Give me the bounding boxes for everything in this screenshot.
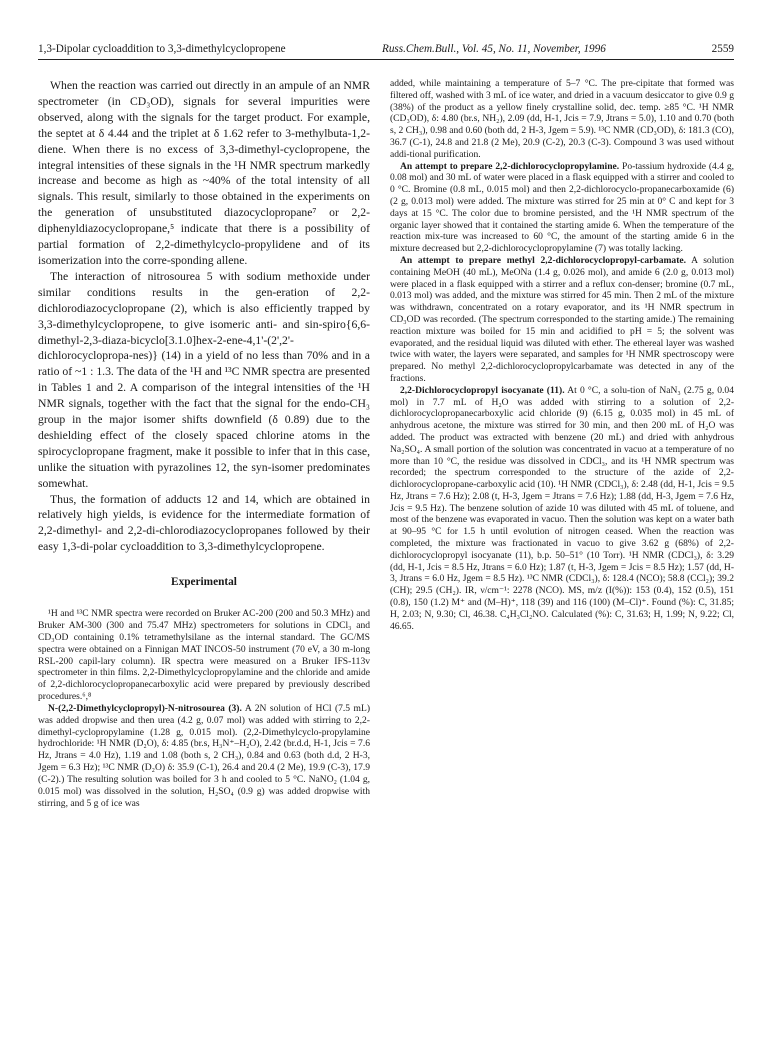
paragraph: When the reaction was carried out directly in an ampule of an NMR spectrometer (in CD₃OD), signals for several impurities were observed, along with the signals for the target product. For example, the septet at δ 4.44 and the triplet at δ 1.62 refer to 3-methylbuta-1,2-diene. When there is no excess of 3,3-dimethyl-cyclopropene, the integral intensities of these signals in the ¹H NMR spectrum markedly increase and become as high as ~40% of the total intensity of all signals. This result, similarly to those obtained in the experiments on the generation of unsubstituted diazocyclopropane⁷ or 2,2-diphenyldiazocyclopropane,⁵ indicate that there is a possibility of partial formation of 2,2-dimethylcyclo-propylidene and of its isomerization into the corre-sponding allene. [38,79,370,267]
running-head [38,41,734,60]
journal-citation: Russ.Chem.Bull., Vol. 45, No. 11, November, 1996 [382,43,606,55]
discussion-text [38,78,370,555]
paragraph: 2,2-Dichlorocyclopropyl isocyanate (11). At 0 °C, a solu-tion of NaN₃ (2.75 g, 0.04 mol) in 7.7 mL of H₂O was added with stirring to a solution of 2,2-dichlorocyclopropanecarboxylic acid chloride (9) (6.15 g, 0.035 mol) in 45 mL of anhydrous acetone, the mixture was stirred for 30 min, and then 200 mL of H₂O was added. The product was extracted with benzene (20 mL) and dried with anhydrous Na₂SO₄. A small portion of the solution was concentrated in vacuo at a temperature of no more than 10 °C, the residue was dissolved in CDCl₃, and its ¹H NMR spectrum was recorded; the spectrum corresponded to the structure of the azide of 2,2-dichlorocyclopropane-carboxylic acid (10). ¹H NMR (CDCl₃), δ: 2.48 (dd, H-1, Jcis = 9.5 Hz, Jtrans = 7.6 Hz); 2.08 (t, H-3, Jgem = Jtrans = 7.6 Hz); 1.88 (dd, H-3, Jgem = 7.6 Hz, Jcis = 9.5 Hz). The benzene solution of azide 10 was diluted with 45 mL of toluene, and most of the benzene was evaporated in vacuo. Then the solution was kept on a water bath at 90–95 °C for 1.5 h until evolution of nitrogen ceased. When the reaction was completed, the mixture was fractionated in vacuo to give 3.62 g (68%) of 2,2-dichlorocyclopropyl isocyanate (11), b.p. 50–51° (10 Torr). ¹H NMR (CDCl₃), δ: 3.29 (dd, H-1, Jcis = 8.5 Hz, Jtrans = 6.0 Hz); 1.87 (t, H-3, Jgem = Jcis = 8.5 Hz); 1.57 (dd, H-3, Jtrans = 6.0 Hz, Jgem = 8.5 Hz). ¹³C NMR (CDCl₃), δ: 128.4 (NCO); 58.8 (CCl₂); 39.2 (CH); 29.5 (CH₂). IR, ν/cm⁻¹: 2278 (NCO). MS, m/z (I(%)): 153 (0.4), 152 (0.5), 151 (0.8), 150 (1.2) M⁺ and (M–H)⁺, 118 (39) and 116 (100) (M–Cl)⁺. Found (%): C, 31.85; H, 2.03; N, 9.30; Cl, 46.38. C₄H₃Cl₂NO. Calculated (%): C, 31.63; H, 1.99; N, 9.22; Cl, 46.65. [390,384,734,632]
section-heading: Experimental [171,576,237,589]
paragraph: ¹H and ¹³C NMR spectra were recorded on Bruker AC-200 (200 and 50.3 MHz) and Bruker AM-300 (300 and 75.47 MHz) spectrometers for solutions in CDCl₃ and CD₃OD containing 0.1% tetramethylsilane as the internal standard. The GC/MS spectra were obtained on a Finnigan MAT INCOS-50 instrument (70 eV, a 30 m-long RSL-200 capil-lary column). IR spectra were measured on a Bruker IFS-113v spectrometer in thin films. 2,2-Dimethylcyclopropylamine and the chloride and amide of 2,2-dichlorocyclopropanecarboxylic acid were prepared by previously described procedures.⁶,⁸ [38,608,370,703]
page-number: 2559 [711,43,734,55]
left-column [38,78,370,810]
paragraph: An attempt to prepare 2,2-dichlorocyclopropylamine. Po-tassium hydroxide (4.4 g, 0.08 mol) and 30 mL of water were placed in a flask equipped with a stirrer and cooled to 0 °C. Bromine (0.8 mL, 0.015 mol) and then 2,2-dichlorocyclo-propanecarboxamide (6) (2 g, 0.013 mol) were added. The mixture was stirred for 25 min at 0° C and kept for 3 days at 15 °C. The color due to bromine persisted, and the ¹H NMR spectrum of the organic layer showed that it contained the starting amide 6. When the temperature of the reaction mix-ture was increased to 60 °C, the amount of the starting amide 6 in the mixture decreased but 2,2-dichlorocyclopropylamine (7) was totally lacking. [390,160,734,255]
paragraph: N-(2,2-Dimethylcyclopropyl)-N-nitrosourea (3). A 2N solution of HCl (7.5 mL) was added dropwise and then urea (4.2 g, 0.07 mol) was added with stirring to 2,2-dimethyl-cyclopropylamine (1.28 g, 0.015 mol). (2,2-Dimethylcyclo-propylamine hydrochloride: ¹H NMR (D₂O), δ: 4.85 (br.s, H₃N⁺–H₂O), 2.42 (br.d.d, H-1, Jcis = 7.6 Hz, Jtrans = 4.0 Hz), 1.19 and 1.08 (both s, 2 CH₃), 0.84 and 0.63 (both d.d, 2 H-3, Jgem = 6.3 Hz); ¹³C NMR (D₂O) δ: 35.9 (C-1), 26.4 and 20.4 (2 Me), 19.9 (C-3), 17.9 (C-2).) The resulting solution was boiled for 3 h and cooled to 5 °C. NaNO₂ (1.04 g, 0.015 mol) was dissolved in the solution, H₂SO₄ (0.9 g) was added dropwise with stirring, and 5 g of ice was [38,702,370,809]
paragraph: The interaction of nitrosourea 5 with sodium methoxide under similar conditions results in the gen-eration of 2,2-dichlorodiazocyclopropane (2), which is also efficiently trapped by 3,3-dimethylcyclopropene, to give isomeric anti- and sin-spiro{6,6-dimethyl-2,3-diaza-bicyclo[3.1.0]hex-2-ene-4,1'-(2',2'-dichlorocyclopropa-nes)} (14) in a yield of no less than 70% and in a ratio of ~1 : 1.3. The data of the ¹H and ¹³C NMR spectra are presented in Tables 1 and 2. A comparison of the integral intensities of the ¹H NMR signals, together with the fact that the signal for the endo-CH₃ group in the major isomer shifts downfield (δ 0.89) due to the deshielding effect of the closely spaced chlorine atoms in the spirocyclopropane fragment, make it possible to infer that in this case, unlike the situation with pyrazolines 12, the syn-isomer predominates somewhat. [38,269,370,490]
right-column [390,78,734,632]
paragraph: Thus, the formation of adducts 12 and 14, which are obtained in relatively high yields, is evidence for the intermediate formation of 2,2-dimethyl- and 2,2-di-chlorodiazocyclopropanes followed by their easy 1,3-di-polar cycloaddition to 3,3-dimethylcyclopropene. [38,492,370,554]
paragraph: added, while maintaining a temperature of 5–7 °C. The pre-cipitate that formed was filtered off, washed with 3 mL of ice water, and dried in a vacuum desiccator to give 0.9 g (38%) of the product as a yellow finely crystalline solid, dec. temp. ≥85 °C. ¹H NMR (CD₃OD), δ: 4.80 (br.s, NH₂), 2.09 (dd, H-1, Jcis = 7.9, Jtrans = 5.0), 1.10 and 0.70 (both s, 2 CH₃), 0.98 and 0.60 (both dd, 2 H-3, Jgem = 5.9). ¹³C NMR (CD₃OD), δ: 181.3 (CO), 36.7 (C-1), 24.8 and 21.8 (2 Me), 20.9 (C-2), 20.3 (C-3). Compound 3 was used without addi-tional purification. [390,78,734,160]
running-title: 1,3-Dipolar cycloaddition to 3,3-dimethylcyclopropene [38,43,286,55]
experimental-text [38,608,370,809]
paragraph: An attempt to prepare methyl 2,2-dichlorocyclopropyl-carbamate. A solution containing MeOH (40 mL), MeONa (1.4 g, 0.026 mol), and amide 6 (2.0 g, 0.013 mol) were placed in a flask equipped with a stirrer and a reflux con-denser; bromine (0.7 mL, 0.013 mol) was added, and the mixture was stirred for 45 min. Then 2 mL of the mixture was withdrawn, concentrated on a rotary evaporator, and its ¹H NMR spectrum in CD₃OD was recorded. (The spectrum corresponded to the starting amide.) The remaining reaction mixture was boiled for 15 min and acidified to pH = 5; the solvent was evaporated, and the residual liquid was diluted with ether. The ethereal layer was washed twice with water, the layers were separated, and samples for ¹H NMR spectroscopy were prepared. No methyl 2,2-dichlorocyclopropylcarbamate was detected in any of the fractions. [390,254,734,384]
